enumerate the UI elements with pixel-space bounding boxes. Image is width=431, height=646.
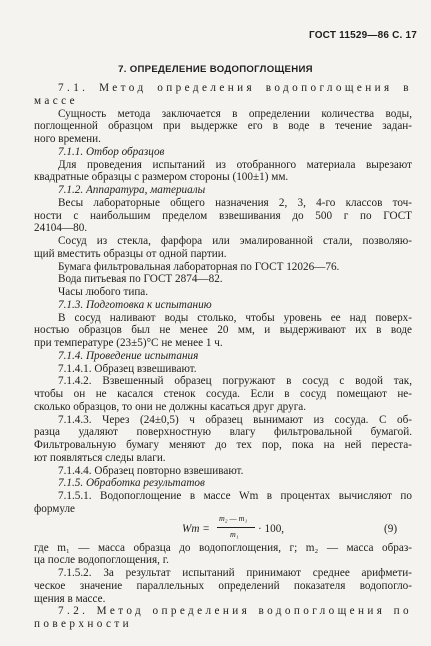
- text-line: щения в массе.: [34, 592, 106, 605]
- text-line: Часы любого типа.: [58, 286, 149, 298]
- formula-lhs: Wm =: [182, 522, 210, 535]
- running-header: ГОСТ 11529—86 С. 17: [308, 30, 417, 41]
- text-line: 7.1.4.2. Взвешенный образец погружают в сосуд с водой так,: [58, 375, 412, 388]
- text-line: поглощенной образцом при выдержке его в воде в течение задан-: [34, 120, 412, 133]
- text-line: Фильтровальную бумагу меняют до тех пор, пока на ней переста-: [34, 439, 412, 451]
- text-line: ности с наибольшим пределом взвешивания до 500 г по ГОСТ: [34, 209, 412, 222]
- text-line: формуле: [34, 502, 75, 515]
- text-line: щий вместить образцы от одной партии.: [34, 247, 227, 260]
- text-line: В сосуд наливают воды столько, чтобы уровень ее над поверх-: [58, 311, 412, 324]
- subsection-heading-cont: массе: [34, 94, 79, 107]
- clause-heading: 7.1.3. Подготовка к испытанию: [58, 298, 212, 311]
- text-line: 24104—80.: [34, 222, 88, 235]
- clause-heading: 7.1.4. Проведение испытания: [58, 349, 199, 362]
- subsection-heading: 7.1. Метод определения водопоглощения в: [58, 82, 412, 94]
- text-line: 7.1.5.1. Водопоглощение в массе Wm в процентах вычисляют по: [58, 490, 412, 502]
- text-line: ного времени.: [34, 133, 101, 145]
- text-line: где m₁ — масса образца до водопоглощения, г; m₂ — масса образ-: [34, 541, 412, 554]
- text-line: 7.1.4.4. Образец повторно взвешивают.: [58, 464, 244, 477]
- formula-denominator: m₁: [230, 529, 239, 539]
- section-title: 7. ОПРЕДЕЛЕНИЕ ВОДОПОГЛОЩЕНИЯ: [118, 64, 313, 75]
- text-line: Бумага фильтровальная лабораторная по ГОСТ 12026—76.: [58, 260, 340, 273]
- text-line: Весы лабораторные общего назначения 2, 3, 4-го классов точ-: [58, 196, 412, 209]
- clause-heading: 7.1.5. Обработка результатов: [58, 477, 205, 490]
- text-line: ца после водопоглощения, г.: [34, 554, 169, 567]
- formula-rhs: · 100,: [258, 522, 285, 535]
- text-line: Сосуд из стекла, фарфора или эмалированной стали, позволяю-: [58, 235, 412, 247]
- subsection-heading-cont: поверхности: [34, 618, 133, 630]
- text-line: 7.1.4.3. Через (24±0,5) ч образец вынимают из сосуда. С об-: [58, 413, 412, 426]
- text-line: ют появляться следы влаги.: [34, 451, 166, 464]
- equation-number: (9): [384, 522, 398, 535]
- clause-heading: 7.1.1. Отбор образцов: [58, 145, 165, 158]
- text-line: 7.1.5.2. За результат испытаний принимают среднее арифмети-: [58, 567, 412, 579]
- text-line: ческое значение параллельных определений показателя водопогло-: [34, 579, 412, 592]
- text-line: при температуре (23±5)°С не менее 1 ч.: [34, 337, 223, 349]
- text-line: 7.1.4.1. Образец взвешивают.: [58, 362, 197, 375]
- text-line: сколько образцов, то они не должны касаться друг друга.: [34, 400, 307, 413]
- formula-numerator: m₂ — m₁: [219, 513, 248, 523]
- text-line: Для проведения испытаний из отобранного материала вырезают: [58, 158, 412, 171]
- text-line: Сущность метода заключается в определении количества воды,: [58, 107, 412, 120]
- formula: [182, 512, 332, 548]
- text-line: Вода питьевая по ГОСТ 2874—82.: [58, 273, 223, 286]
- subsection-heading: 7.2. Метод определения водопоглощения по: [58, 605, 412, 618]
- text-line: квадратные образцы с размером стороны (100±1) мм.: [34, 171, 289, 184]
- text-line: разца удаляют поверхностную влагу фильтровальной бумагой.: [34, 426, 412, 439]
- text-line: ностью образцов был не менее 20 мм, и выдерживают их в воде: [34, 324, 412, 337]
- fraction-bar: [217, 527, 255, 528]
- text-line: чтобы он не касался стенок сосуда. Если в сосуд помещают не-: [34, 388, 412, 400]
- clause-heading: 7.1.2. Аппаратура, материалы: [58, 184, 206, 196]
